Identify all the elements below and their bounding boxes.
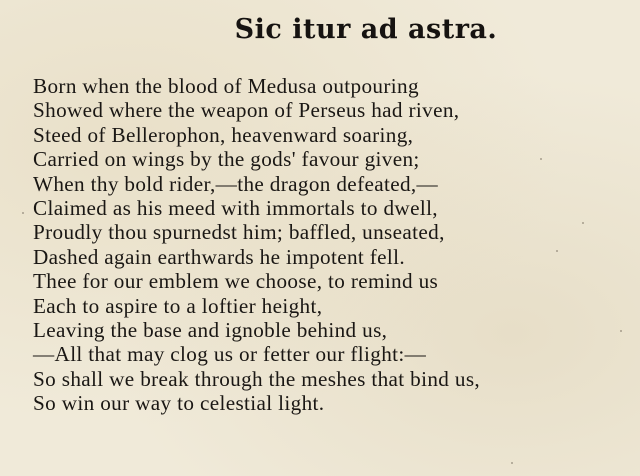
poem-line: Each to aspire to a loftier height, xyxy=(33,293,323,318)
poem-line: Showed where the weapon of Perseus had riven, xyxy=(33,98,460,123)
paper-speck xyxy=(620,330,622,332)
poem-title: Sic itur ad astra. xyxy=(234,14,498,45)
paper-speck xyxy=(22,212,24,214)
poem-line: Claimed as his meed with immortals to dwell, xyxy=(33,196,438,221)
poem-line: Proudly thou spurnedst him; baffled, unseated, xyxy=(33,220,445,245)
paper-speck xyxy=(556,250,558,252)
poem-line: Steed of Bellerophon, heavenward soaring, xyxy=(33,122,414,147)
paper-speck xyxy=(582,222,584,224)
poem-line: So win our way to celestial light. xyxy=(33,391,325,416)
poem-line: So shall we break through the meshes that bind us, xyxy=(33,366,481,391)
poem-line: Carried on wings by the gods' favour given; xyxy=(33,147,420,172)
poem-line: Thee for our emblem we choose, to remind us xyxy=(33,269,439,294)
poem-line: Dashed again earthwards he impotent fell. xyxy=(33,244,406,269)
poem-line: Born when the blood of Medusa outpouring xyxy=(33,74,419,98)
paper-speck xyxy=(511,462,513,464)
paper-speck xyxy=(540,158,542,160)
poem-line: Leaving the base and ignoble behind us, xyxy=(33,318,388,343)
poem-line: —All that may clog us or fetter our flight:— xyxy=(33,342,427,367)
poem-line: When thy bold rider,—the dragon defeated,— xyxy=(33,171,439,196)
poem-body xyxy=(33,74,480,416)
